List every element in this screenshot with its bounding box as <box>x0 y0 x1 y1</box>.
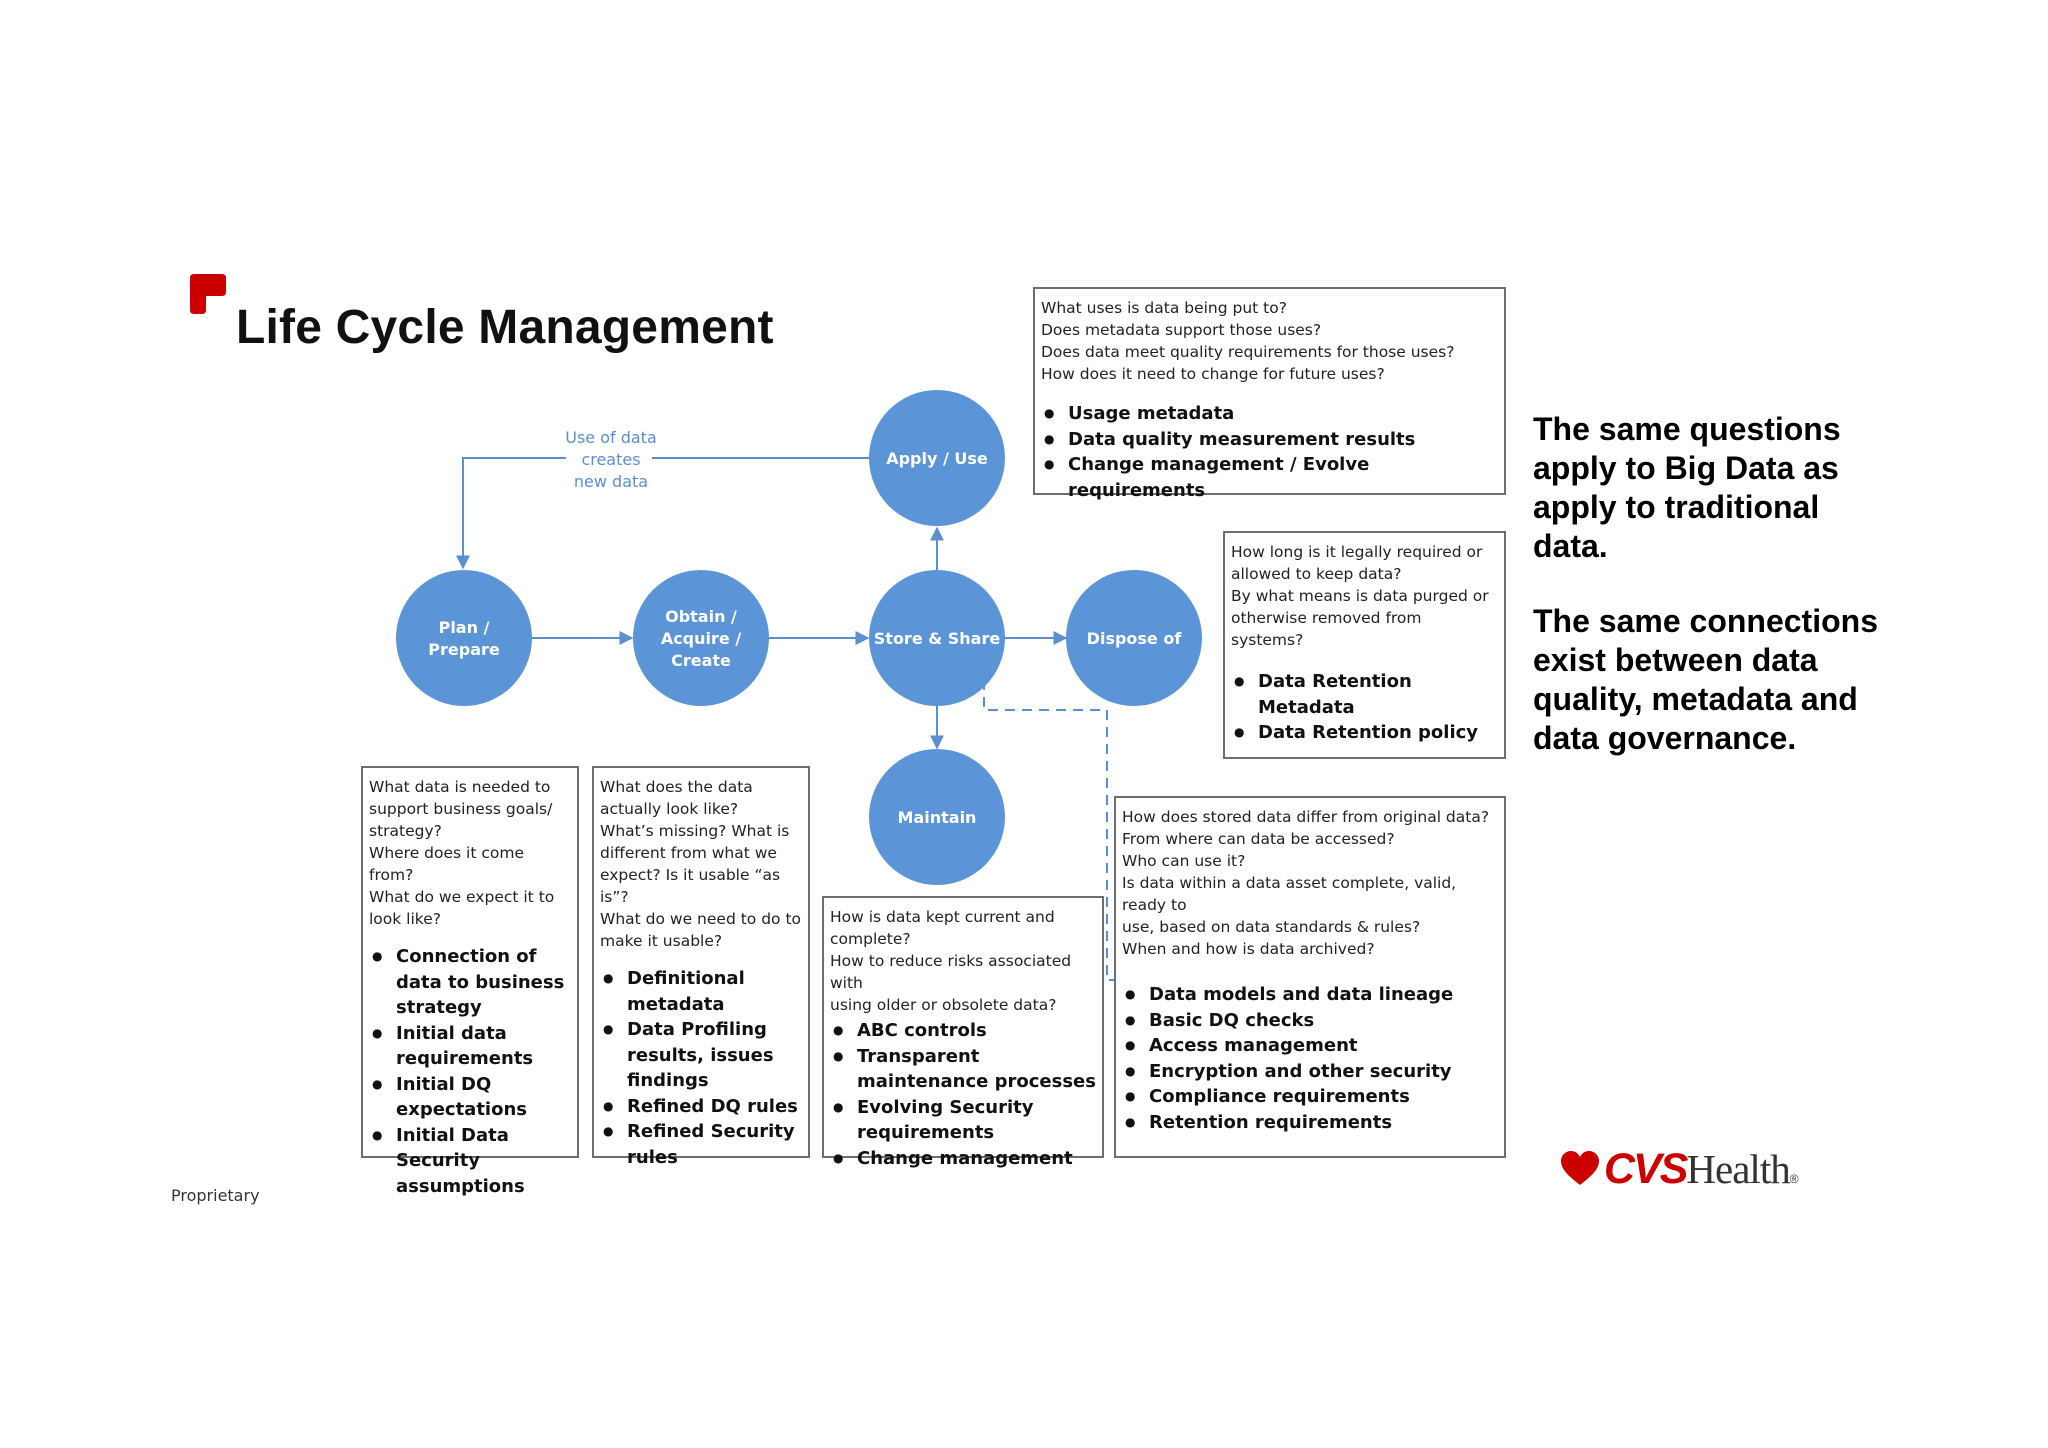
box-dispose-bullets <box>1231 669 1498 746</box>
box-plan-bullet: ● Initial Data Security assumptions <box>396 1123 571 1200</box>
side-text-paragraph-1: The same questions apply to Big Data as apply to traditional data. <box>1533 411 1841 564</box>
box-store-question: When and how is data archived? <box>1122 940 1375 958</box>
node-plan <box>396 570 532 706</box>
flow-label-line-1: Use of data <box>565 428 657 447</box>
box-apply-question: Does metadata support those uses? <box>1041 321 1322 339</box>
box-plan-question: What data is needed to <box>369 778 551 796</box>
box-maintain-bullet: ● Transparent maintenance processes <box>857 1044 1096 1095</box>
box-dispose-question: How long is it legally required or <box>1231 543 1483 561</box>
box-maintain-bullets <box>830 1018 1096 1171</box>
box-dispose-question: otherwise removed from systems? <box>1231 609 1422 649</box>
brand-registered-mark: ® <box>1789 1172 1799 1186</box>
box-plan-question: support business goals/ <box>369 800 553 818</box>
brand-text-health: Health <box>1686 1146 1790 1192</box>
node-obtain <box>633 570 769 706</box>
box-obtain-question: expect? Is it usable “as is”? <box>600 866 781 906</box>
box-obtain <box>592 766 810 1168</box>
box-obtain-bullet: ● Data Profiling results, issues findings <box>627 1017 802 1094</box>
box-dispose-question: allowed to keep data? <box>1231 565 1402 583</box>
box-plan <box>361 766 579 1197</box>
node-obtain-label-1: Obtain / <box>665 607 737 626</box>
flow-label-line-3: new data <box>573 472 649 491</box>
box-apply-bullet: ● Usage metadata <box>1068 401 1498 427</box>
box-store-bullets <box>1122 982 1498 1135</box>
box-obtain-bullet: ● Definitional metadata <box>627 966 802 1017</box>
box-store-question: Is data within a data asset complete, valid, ready to <box>1122 874 1457 914</box>
heart-icon <box>1560 1151 1600 1187</box>
box-maintain-bullet: ● Change management <box>857 1146 1096 1172</box>
box-maintain-question: complete? <box>830 930 911 948</box>
box-dispose-bullet: ● Data Retention policy <box>1258 720 1498 746</box>
box-plan-question: What do we expect it to <box>369 888 555 906</box>
box-dispose-questions <box>1231 541 1498 651</box>
box-maintain <box>822 896 1104 1169</box>
box-apply-question: What uses is data being put to? <box>1041 299 1287 317</box>
box-plan-questions <box>369 776 571 930</box>
box-dispose <box>1223 531 1506 759</box>
node-dispose <box>1066 570 1202 706</box>
arrow-apply-to-plan-tail <box>463 458 566 568</box>
box-maintain-bullet: ● Evolving Security requirements <box>857 1095 1096 1146</box>
box-apply-bullet: ● Data quality measurement results <box>1068 427 1498 453</box>
box-plan-bullet: ● Connection of data to business strategy <box>396 944 571 1021</box>
box-obtain-bullet: ● Refined DQ rules <box>627 1094 802 1120</box>
box-maintain-question: using older or obsolete data? <box>830 996 1057 1014</box>
box-plan-bullets <box>369 944 571 1199</box>
node-apply-label: Apply / Use <box>886 449 988 468</box>
box-store-question: use, based on data standards & rules? <box>1122 918 1421 936</box>
box-dispose-bullet: ● Data Retention Metadata <box>1258 669 1498 720</box>
box-plan-bullet: ● Initial data requirements <box>396 1021 571 1072</box>
box-obtain-question: actually look like? <box>600 800 739 818</box>
box-store-bullet: ● Encryption and other security <box>1149 1059 1498 1085</box>
node-obtain-label-2: Acquire / <box>660 629 742 648</box>
box-maintain-questions <box>830 906 1096 1016</box>
node-apply <box>869 390 1005 526</box>
box-maintain-question: How to reduce risks associated with <box>830 952 1072 992</box>
box-obtain-bullets <box>600 966 802 1170</box>
node-obtain-label-3: Create <box>671 651 731 670</box>
node-store-label: Store & Share <box>873 629 1001 648</box>
node-maintain <box>869 749 1005 885</box>
box-apply-question: How does it need to change for future uses? <box>1041 365 1385 383</box>
node-plan-circle <box>396 570 532 706</box>
box-store-bullet: ● Basic DQ checks <box>1149 1008 1498 1034</box>
box-apply-questions <box>1041 297 1498 385</box>
page-title: Life Cycle Management <box>236 301 774 354</box>
box-obtain-question: What do we need to do to <box>600 910 802 928</box>
box-obtain-question: make it usable? <box>600 932 723 950</box>
box-plan-bullet: ● Initial DQ expectations <box>396 1072 571 1123</box>
node-store <box>869 570 1005 706</box>
node-dispose-label: Dispose of <box>1086 629 1182 648</box>
box-maintain-bullet: ● ABC controls <box>857 1018 1096 1044</box>
box-obtain-questions <box>600 776 802 952</box>
box-maintain-question: How is data kept current and <box>830 908 1055 926</box>
box-dispose-question: By what means is data purged or <box>1231 587 1489 605</box>
box-apply-bullets <box>1041 401 1498 503</box>
node-plan-label-1: Plan / <box>438 618 490 637</box>
box-obtain-bullet: ● Refined Security rules <box>627 1119 802 1170</box>
flow-label-line-2: creates <box>581 450 641 469</box>
node-plan-label-2: Prepare <box>428 640 500 659</box>
box-obtain-question: What does the data <box>600 778 753 796</box>
box-store <box>1114 796 1506 1158</box>
box-apply <box>1033 287 1506 501</box>
box-store-bullet: ● Access management <box>1149 1033 1498 1059</box>
box-obtain-question: different from what we <box>600 844 777 862</box>
box-plan-question: strategy? <box>369 822 442 840</box>
box-apply-question: Does data meet quality requirements for those uses? <box>1041 343 1455 361</box>
box-obtain-question: What’s missing? What is <box>600 822 790 840</box>
box-store-bullet: ● Retention requirements <box>1149 1110 1498 1136</box>
box-store-question: From where can data be accessed? <box>1122 830 1395 848</box>
brand-text-cvs: CVS <box>1604 1144 1687 1193</box>
side-text-paragraph-2: The same connections exist between data quality, metadata and data governance. <box>1533 603 1878 756</box>
box-apply-bullet: ● Change management / Evolve requirements <box>1068 452 1498 503</box>
node-maintain-label: Maintain <box>897 808 977 827</box>
box-store-question: Who can use it? <box>1122 852 1246 870</box>
box-store-bullet: ● Data models and data lineage <box>1149 982 1498 1008</box>
box-plan-question: Where does it come from? <box>369 844 524 884</box>
box-store-question: How does stored data differ from original data? <box>1122 808 1490 826</box>
footer-proprietary: Proprietary <box>171 1186 260 1205</box>
brand-logo <box>1560 1146 1799 1192</box>
box-plan-question: look like? <box>369 910 441 928</box>
box-store-bullet: ● Compliance requirements <box>1149 1084 1498 1110</box>
box-store-questions <box>1122 806 1498 960</box>
